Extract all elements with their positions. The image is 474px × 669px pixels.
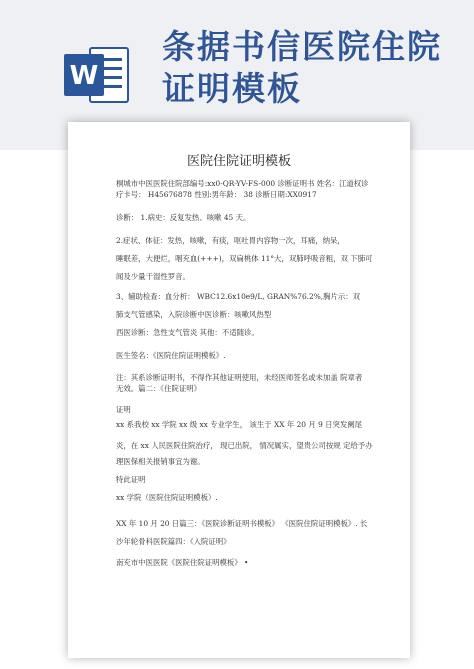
word-document-icon bbox=[64, 40, 134, 110]
doc-line: 无效。篇二：《住院证明》 bbox=[116, 384, 201, 393]
doc-line: 睡眠差，大便烂，咽充血(+++)，双扁桃体 11°大，双肺呼吸音粗，双 下肺可 bbox=[116, 254, 373, 263]
doc-line: 闻及少量干湿性罗音。 bbox=[116, 272, 190, 281]
doc-line: 理医保相关报销事宜为谢。 bbox=[116, 457, 205, 466]
doc-line: 肺支气管感染，入院诊断中医诊断：咳嗽风热型 bbox=[116, 310, 272, 319]
doc-line: 炎，在 xx 人民医院住院治疗， 现已出院， 情况属实，望贵公司按规 定给予办 bbox=[116, 441, 373, 450]
doc-line: 西医诊断：急性支气管炎 其他：不适随诊。 bbox=[116, 328, 259, 337]
doc-line: 南充市中医医院《医院住院证明模板》 • bbox=[116, 558, 249, 567]
doc-line: 沙年轮骨科医院篇四：《入院证明》 bbox=[116, 537, 231, 546]
doc-line: 诊断： 1.病史：反复发热、咳嗽 45 天。 bbox=[116, 213, 251, 222]
doc-line: 2.症状、体征：发热，咳嗽，有痰，呕吐胃内容物一次，耳痛，纳呆， bbox=[116, 236, 345, 245]
document-title: 医院住院证明模板 bbox=[186, 154, 291, 169]
doc-line: XX 年 10 月 20 日篇三：《医院诊断证明书模板》 《医院住院证明模板》. 长 bbox=[116, 519, 368, 528]
doc-line: 桐城市中医医院住院部编号:xx0-QR-YV-FS-000 诊断证明书 姓名：江道权诊 bbox=[116, 179, 369, 188]
doc-line: 特此证明 bbox=[116, 475, 146, 484]
doc-line: 医生签名：《医院住院证明模板》. bbox=[116, 351, 226, 360]
banner-title: 条据书信医院住院证明模板 bbox=[162, 27, 442, 108]
doc-line: 疗卡号： H45676878 性别:男年龄： 38 诊断日期:XX0917 bbox=[116, 190, 317, 199]
doc-line: 3、辅助检查：血分析： WBC12.6x10e9/L, GRAN%76.2%,胸片示：双 bbox=[116, 292, 361, 301]
doc-line: xx 系我校 xx 学院 xx 级 xx 专业学生， 该生于 XX 年 20 月 9 日突发阑尾 bbox=[116, 420, 363, 429]
document-page bbox=[68, 122, 410, 658]
svg-text:W: W bbox=[69, 61, 99, 91]
doc-line: 注：其系诊断证明书，不得作其他证明使用，未经医师签名或未加盖 院章者 bbox=[116, 373, 363, 382]
doc-line: xx 学院（医院住院证明模板）. bbox=[116, 493, 218, 502]
doc-line: 证明 bbox=[116, 405, 131, 414]
